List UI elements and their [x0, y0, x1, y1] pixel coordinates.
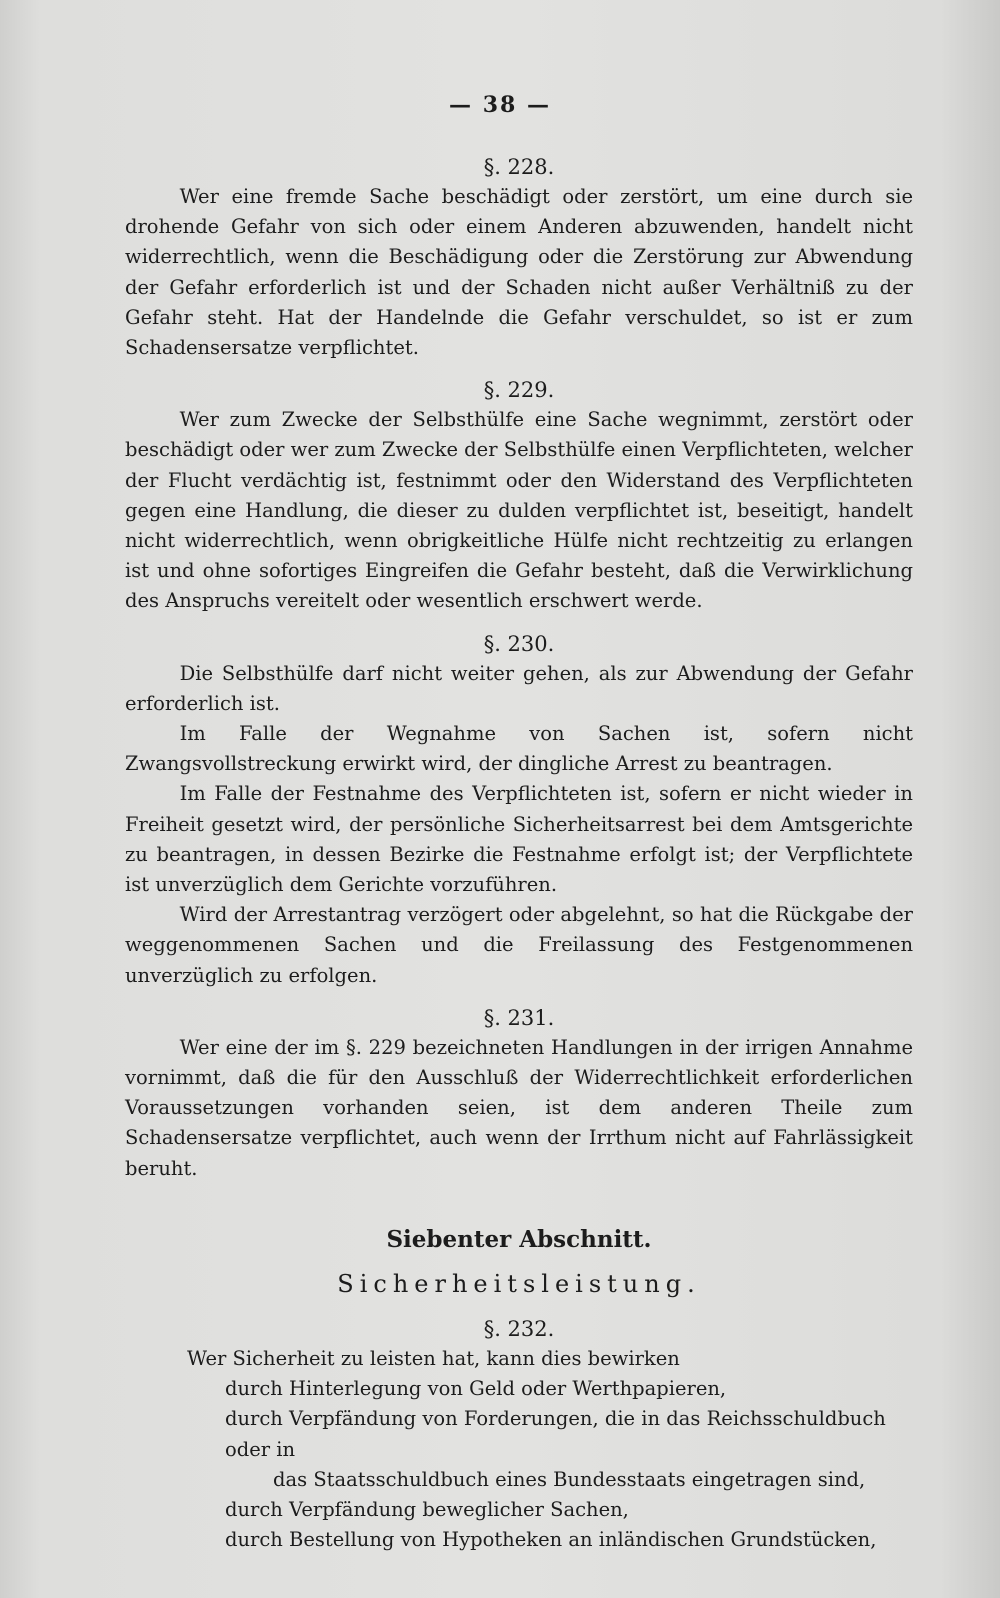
paragraph-intro: Wer Sicherheit zu leisten hat, kann dies bewirken — [187, 1346, 680, 1370]
list-item: durch Bestellung von Hypotheken an inländischen Grundstücken, — [225, 1528, 877, 1552]
list-item: durch Verpfändung beweglicher Sachen, — [225, 1497, 629, 1521]
section-subtitle: Sicherheitsleistung. — [337, 1269, 701, 1298]
section-title: Siebenter Abschnitt. — [386, 1225, 652, 1253]
page-number: — 38 — — [449, 92, 551, 118]
paragraph-heading: §. 228. — [483, 155, 555, 179]
security-methods-list — [125, 1374, 913, 1555]
paragraph-text: Wer zum Zwecke der Selbsthülfe eine Sache wegnimmt, zerstört oder beschädigt oder wer zum Zwecke der Selbsthülfe einen Verpflichteten, welcher der Flucht verdächtig ist, festnimmt oder den Widerstand des Verpflichteten gegen eine Handlung, die dieser zu dulden verpflichtet ist, beseitigt, handelt nicht widerrechtlich, wenn obrigkeitliche Hülfe nicht rechtzeitig zu erlangen ist und ohne sofortiges Eingreifen die Gefahr besteht, daß die Verwirklichung des Anspruchs vereitelt oder wesentlich erschwert werde. — [125, 408, 914, 613]
paragraph-heading: §. 229. — [483, 378, 555, 403]
paragraph-text: Wird der Arrestantrag verzögert oder abgelehnt, so hat die Rückgabe der weggenommenen Sachen und die Freilassung des Festgenommenen unverzüglich zu erfolgen. — [125, 903, 913, 987]
paragraph-text: Wer eine der im §. 229 bezeichneten Handlungen in der irrigen Annahme vornimmt, daß die für den Ausschluß der Widerrechtlichkeit erforderlichen Voraussetzungen vorhanden seien, ist dem anderen Theile zum Schadensersatze verpflichtet, auch wenn der Irrthum nicht auf Fahrlässigkeit beruht. — [125, 1035, 913, 1180]
paragraph-229 — [125, 375, 913, 616]
paragraph-231 — [125, 1003, 913, 1184]
section-heading — [125, 1224, 913, 1302]
paragraph-heading: §. 231. — [483, 1005, 555, 1030]
list-item: durch Hinterlegung von Geld oder Werthpapieren, — [225, 1377, 727, 1401]
paragraph-text: Im Falle der Festnahme des Verpflichteten ist, sofern er nicht wieder in Freiheit gesetzt wird, der persönliche Sicherheitsarrest bei dem Amtsgerichte zu beantragen, in dessen Bezirke die Festnahme erfolgt ist; der Verpflichtete ist unverzüglich dem Gerichte vorzuführen. — [125, 782, 913, 897]
paragraph-text: Im Falle der Wegnahme von Sachen ist, sofern nicht Zwangsvollstreckung erwirkt wird, der dingliche Arrest zu beantragen. — [125, 722, 913, 776]
page-content — [125, 152, 913, 1555]
paragraph-heading: §. 232. — [483, 1316, 555, 1341]
paragraph-232 — [125, 1314, 913, 1555]
list-item: durch Verpfändung von Forderungen, die in das Reichsschuldbuch oder in — [225, 1407, 886, 1461]
paragraph-228 — [125, 152, 913, 363]
paragraph-heading: §. 230. — [483, 631, 555, 656]
paragraph-text: Die Selbsthülfe darf nicht weiter gehen, als zur Abwendung der Gefahr erforderlich ist. — [125, 661, 913, 715]
paragraph-text: Wer eine fremde Sache beschädigt oder zerstört, um eine durch sie drohende Gefahr von sich oder einem Anderen abzuwenden, handelt nicht widerrechtlich, wenn die Beschädigung oder die Zerstörung zur Abwendung der Gefahr erforderlich ist und der Schaden nicht außer Verhältniß zu der Gefahr steht. Hat der Handelnde die Gefahr verschuldet, so ist er zum Schadensersatze verpflichtet. — [125, 185, 913, 360]
list-item: das Staatsschuldbuch eines Bundesstaats eingetragen sind, — [273, 1467, 866, 1491]
paragraph-230 — [125, 629, 913, 991]
